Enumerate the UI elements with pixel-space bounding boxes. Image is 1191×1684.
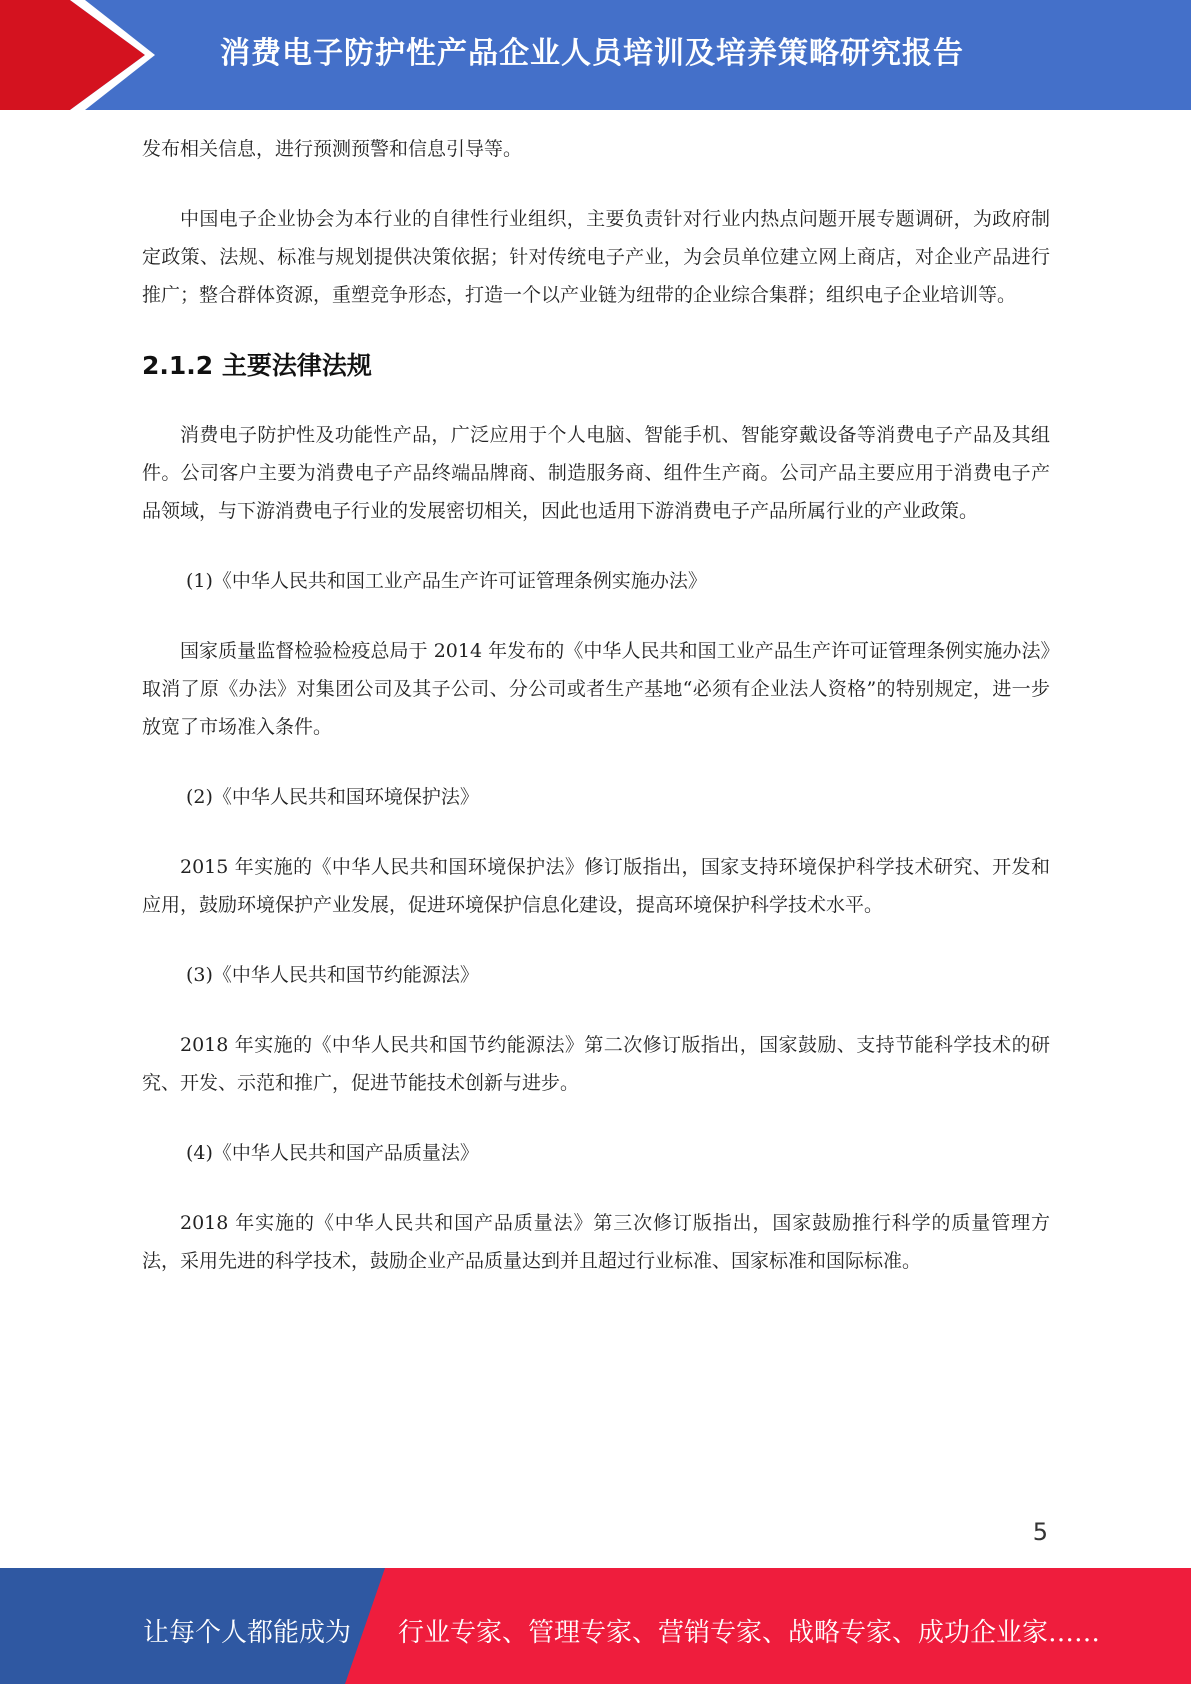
- paragraph: 2018 年实施的《中华人民共和国节约能源法》第二次修订版指出，国家鼓励、支持节能科学技术的研究、开发、示范和推广，促进节能技术创新与进步。: [142, 1034, 1050, 1094]
- paragraph: 消费电子防护性及功能性产品，广泛应用于个人电脑、智能手机、智能穿戴设备等消费电子产品及其组件。公司客户主要为消费电子产品终端品牌商、制造服务商、组件生产商。公司产品主要应用于消费电子产品领域，与下游消费电子行业的发展密切相关，因此也适用下游消费电子产品所属行业的产业政策。: [142, 424, 1050, 522]
- footer-slogan-left: 让每个人都能成为: [143, 1618, 352, 1648]
- law-item-title: (4)《中华人民共和国产品质量法》: [186, 1142, 479, 1164]
- paragraph: 国家质量监督检验检疫总局于 2014 年发布的《中华人民共和国工业产品生产许可证管理条例实施办法》取消了原《办法》对集团公司及其子公司、分公司或者生产基地“必须有企业法人资格”的特别规定，进一步放宽了市场准入条件。: [142, 640, 1050, 738]
- paragraph: 发布相关信息，进行预测预警和信息引导等。: [142, 138, 523, 160]
- page-header: [0, 0, 1191, 110]
- law-item-title: (1)《中华人民共和国工业产品生产许可证管理条例实施办法》: [186, 570, 707, 592]
- page-content: [142, 130, 1050, 1312]
- page-number: 5: [1032, 1518, 1048, 1546]
- paragraph: 2018 年实施的《中华人民共和国产品质量法》第三次修订版指出，国家鼓励推行科学的质量管理方法，采用先进的科学技术，鼓励企业产品质量达到并且超过行业标准、国家标准和国际标准。: [142, 1212, 1050, 1272]
- footer-slogan-right: 行业专家、管理专家、营销专家、战略专家、成功企业家……: [398, 1618, 1101, 1648]
- paragraph: 中国电子企业协会为本行业的自律性行业组织，主要负责针对行业内热点问题开展专题调研，为政府制定政策、法规、标准与规划提供决策依据；针对传统电子产业，为会员单位建立网上商店，对企业产品进行推广；整合群体资源，重塑竞争形态，打造一个以产业链为纽带的企业综合集群；组织电子企业培训等。: [142, 208, 1050, 306]
- law-item-title: (2)《中华人民共和国环境保护法》: [186, 786, 479, 808]
- law-item-title: (3)《中华人民共和国节约能源法》: [186, 964, 479, 986]
- page-footer: [0, 1568, 1191, 1684]
- header-title: 消费电子防护性产品企业人员培训及培养策略研究报告: [220, 36, 964, 71]
- paragraph: 2015 年实施的《中华人民共和国环境保护法》修订版指出，国家支持环境保护科学技术研究、开发和应用，鼓励环境保护产业发展，促进环境保护信息化建设，提高环境保护科学技术水平。: [142, 856, 1050, 916]
- section-heading: 2.1.2 主要法律法规: [142, 351, 372, 380]
